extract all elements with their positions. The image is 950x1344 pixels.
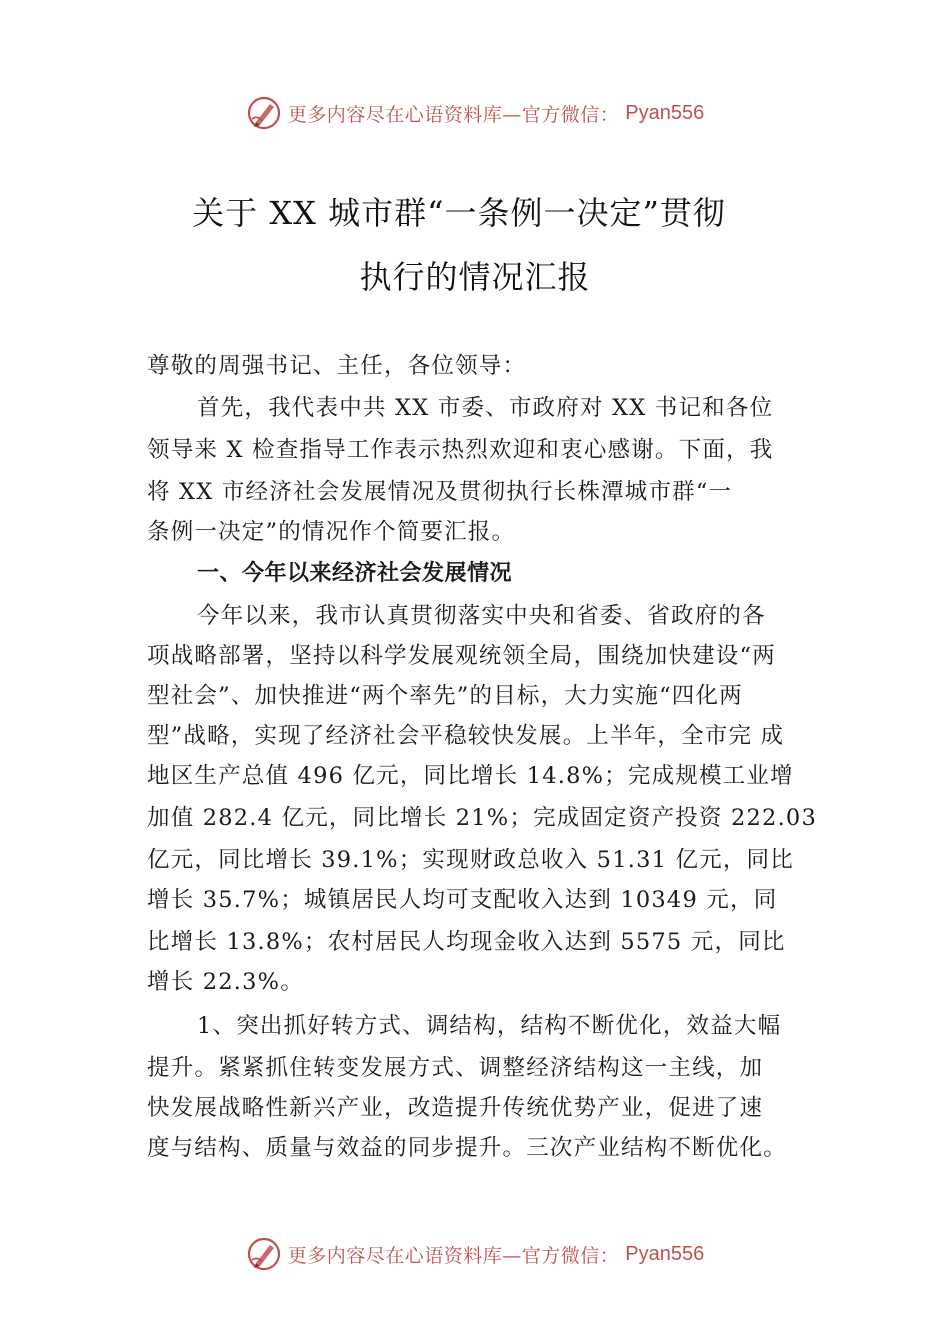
body-line: 型社会”、加快推进“两个率先”的目标，大力实施“四化两 (147, 683, 743, 709)
document-title-line-1: 关于 XX 城市群“一条例一决定”贯彻 (192, 194, 726, 232)
body-line: 地区生产总值 496 亿元，同比增长 14.8%；完成规模工业增 (147, 763, 794, 789)
body-line: 亿元，同比增长 39.1%；实现财政总收入 51.31 亿元，同比 (147, 847, 794, 873)
body-line: 增长 35.7%；城镇居民人均可支配收入达到 10349 元，同 (147, 887, 778, 913)
watermark-footer (0, 1234, 950, 1274)
pen-logo-icon (246, 95, 282, 131)
body-line: 1、突出抓好转方式、调结构，结构不断优化，效益大幅 (197, 1013, 782, 1039)
document-title-line-2: 执行的情况汇报 (359, 258, 591, 296)
body-line: 今年以来，我市认真贯彻落实中央和省委、省政府的各 (197, 603, 766, 629)
watermark-text: 更多内容尽在心语资料库—官方微信： (287, 103, 620, 126)
watermark-wechat-id: Pyan556 (625, 1242, 705, 1265)
body-line: 提升。紧紧抓住转变发展方式、调整经济结构这一主线，加 (147, 1055, 764, 1081)
body-line: 比增长 13.8%；农村居民人均现金收入达到 5575 元，同比 (147, 929, 786, 955)
watermark-wechat-id: Pyan556 (625, 101, 705, 124)
body-line: 首先，我代表中共 XX 市委、市政府对 XX 书记和各位 (197, 395, 774, 421)
body-line: 领导来 X 检查指导工作表示热烈欢迎和衷心感谢。下面，我 (147, 437, 774, 463)
salutation: 尊敬的周强书记、主任，各位领导： (147, 353, 527, 379)
body-line: 型”战略，实现了经济社会平稳较快发展。上半年，全市完 成 (147, 723, 785, 749)
body-line: 度与结构、质量与效益的同步提升。三次产业结构不断优化。 (147, 1135, 787, 1161)
body-line: 条例一决定”的情况作个简要汇报。 (147, 519, 516, 545)
body-line: 加值 282.4 亿元，同比增长 21%；完成固定资产投资 222.03 (147, 805, 817, 831)
body-line: 增长 22.3%。 (147, 969, 304, 995)
body-line: 快发展战略性新兴产业，改造提升传统优势产业，促进了速 (147, 1095, 764, 1121)
watermark-text: 更多内容尽在心语资料库—官方微信： (287, 1244, 620, 1267)
body-line: 将 XX 市经济社会发展情况及贯彻执行长株潭城市群“一 (147, 479, 733, 505)
watermark-header (0, 93, 950, 133)
body-line: 项战略部署，坚持以科学发展观统领全局，围绕加快建设“两 (147, 643, 776, 669)
section-heading: 一、今年以来经济社会发展情况 (197, 561, 513, 586)
pen-logo-icon (246, 1236, 282, 1272)
